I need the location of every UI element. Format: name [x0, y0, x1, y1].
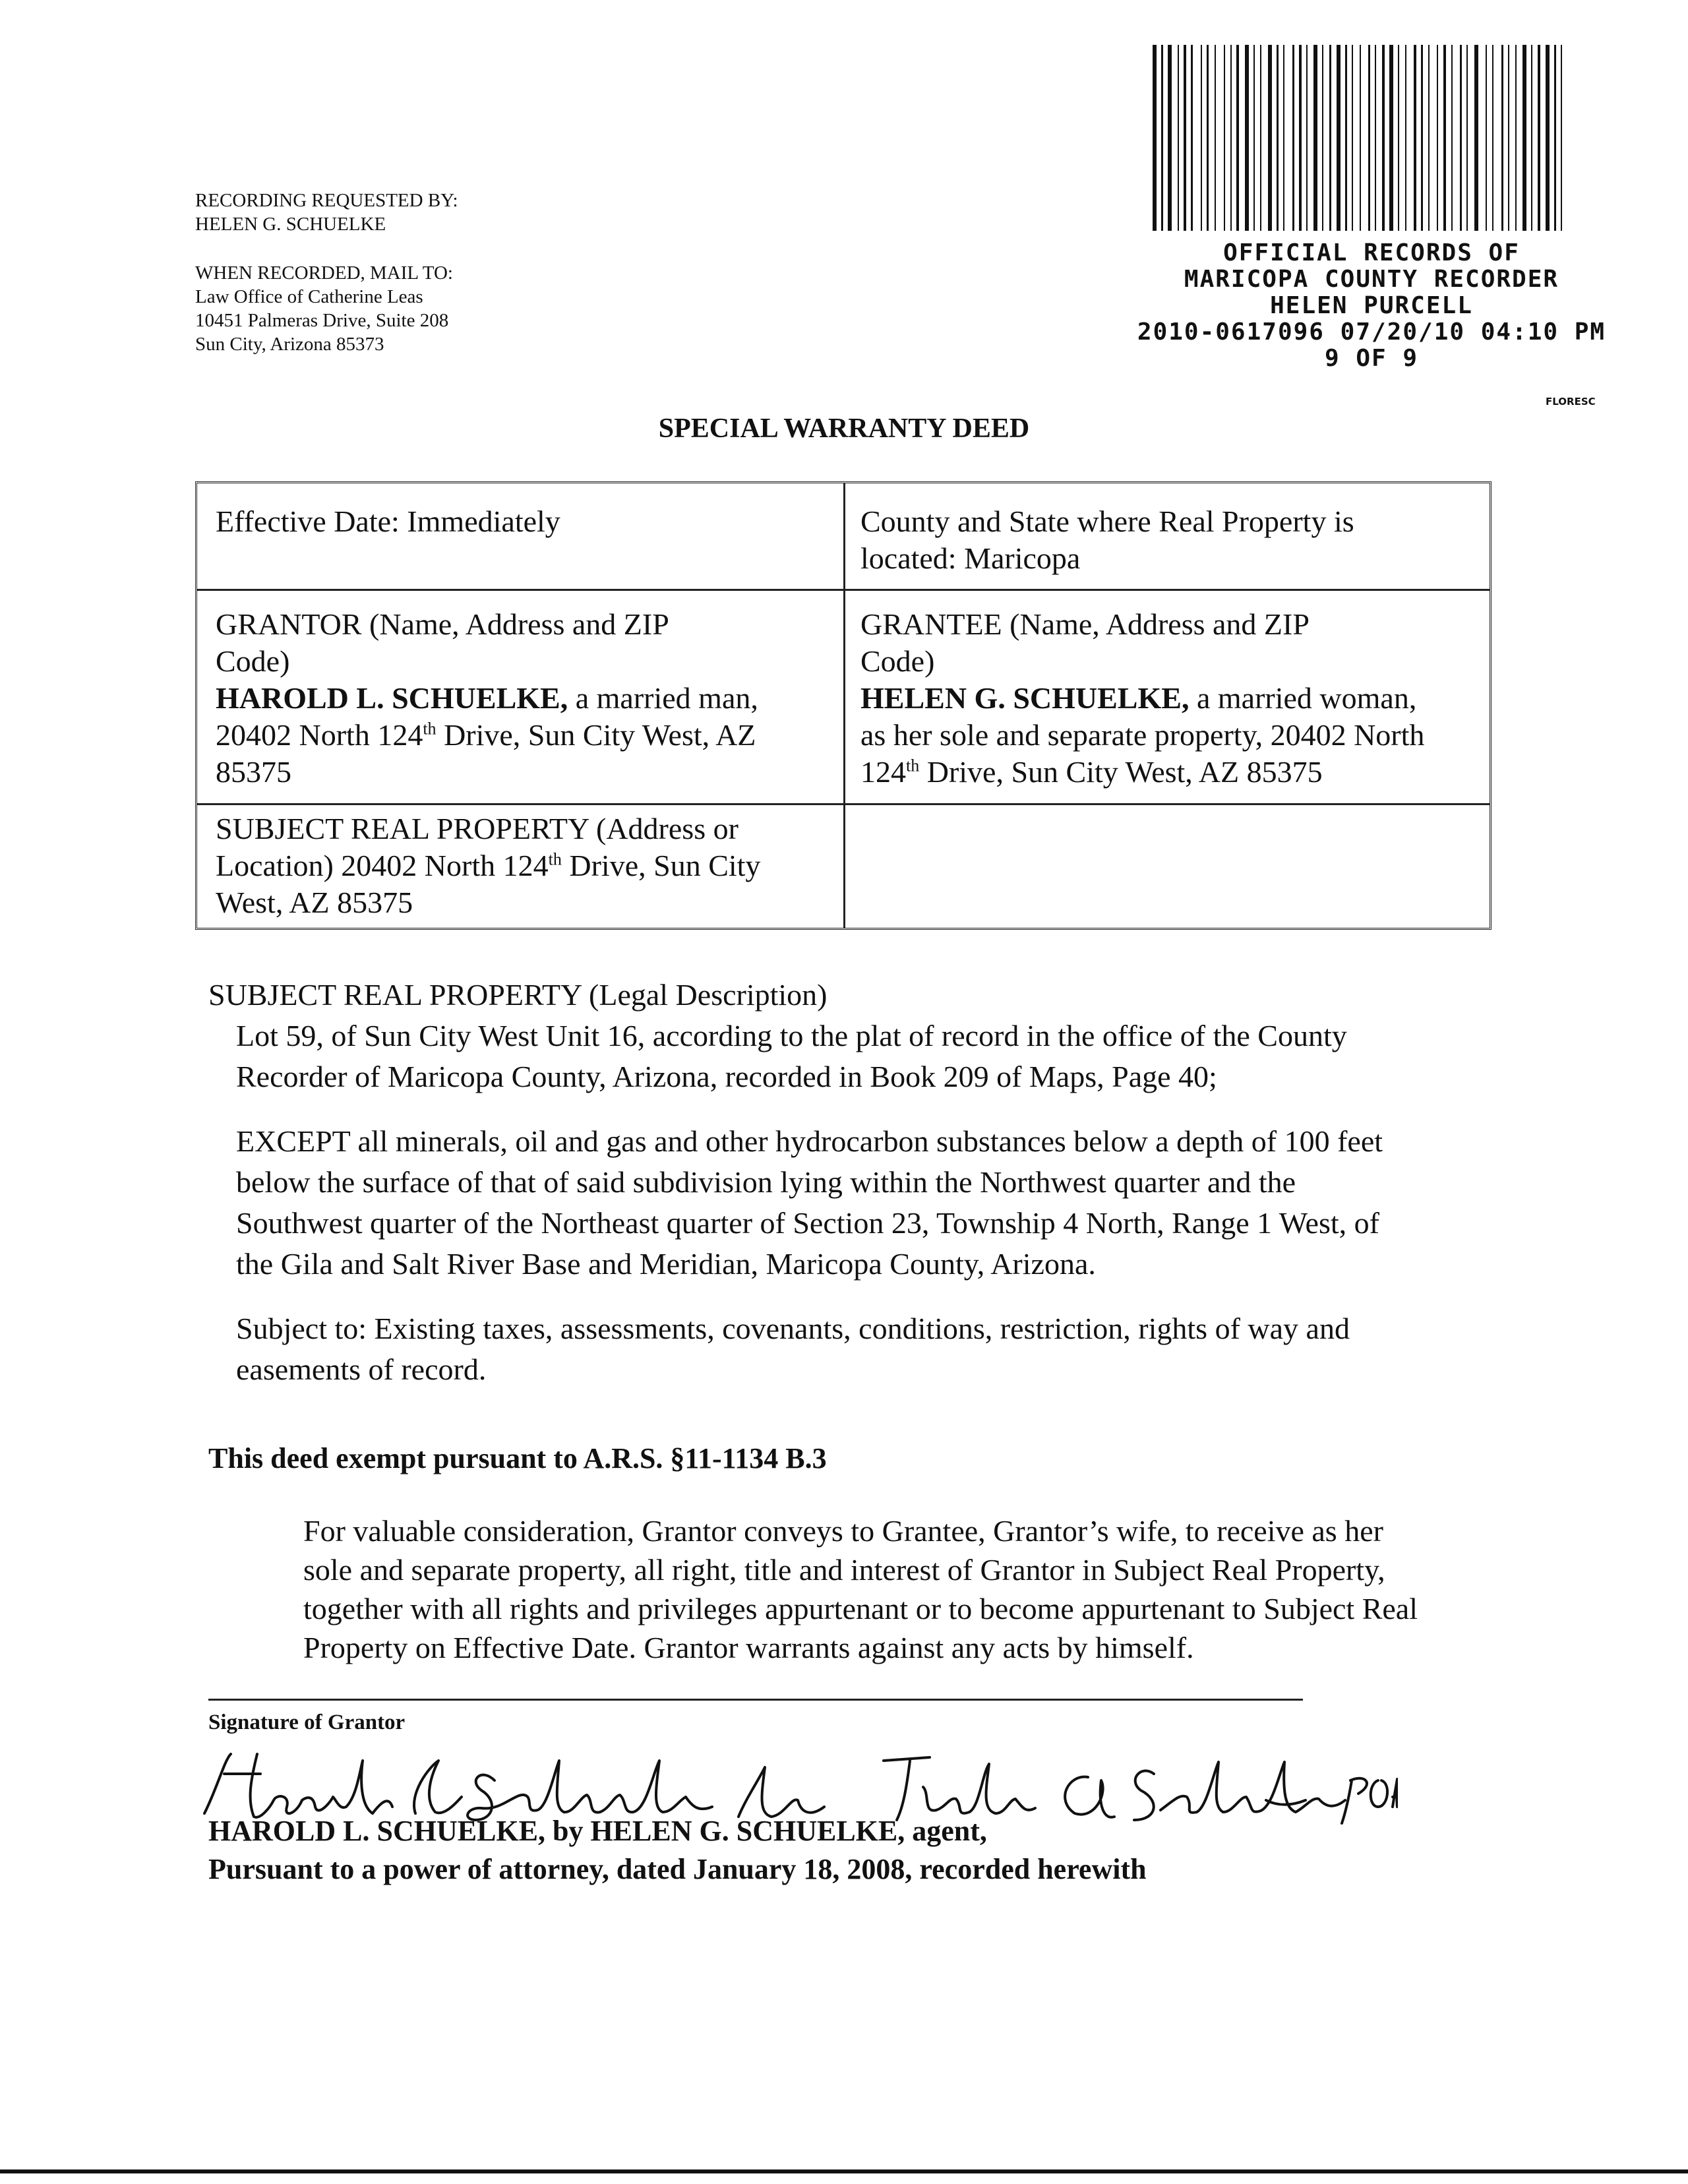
- legal-line: EXCEPT all minerals, oil and gas and other hydrocarbon substances below a depth of 100 feet: [236, 1124, 1383, 1158]
- grantor-zip: 85375: [216, 755, 291, 789]
- subject-line: Location) 20402 North 124: [216, 849, 549, 882]
- grantee-address-rest: Drive, Sun City West, AZ 85375: [919, 755, 1323, 789]
- legal-description: [208, 975, 1494, 1390]
- document-title: SPECIAL WARRANTY DEED: [658, 413, 1030, 444]
- legal-line: below the surface of that of said subdivision lying within the Northwest quarter and the: [236, 1165, 1296, 1199]
- county-state-line: County and State where Real Property is: [860, 504, 1354, 538]
- effective-date: Effective Date: Immediately: [216, 504, 560, 538]
- mail-to-line: Sun City, Arizona 85373: [195, 334, 384, 355]
- effective-date-cell: [216, 503, 560, 540]
- page-count: 9 OF 9: [1324, 345, 1419, 372]
- legal-line: the Gila and Salt River Base and Meridian, Maricopa County, Arizona.: [236, 1247, 1096, 1281]
- grantee-label: GRANTEE (Name, Address and ZIP: [860, 607, 1310, 641]
- subject-line: West, AZ 85375: [216, 886, 413, 919]
- consideration-line: sole and separate property, all right, title and interest of Grantor in Subject Real Property,: [303, 1553, 1385, 1587]
- mail-to-line: 10451 Palmeras Drive, Suite 208: [195, 310, 449, 331]
- legal-line: Recorder of Maricopa County, Arizona, recorded in Book 209 of Maps, Page 40;: [236, 1060, 1217, 1093]
- grantee-label: Code): [860, 644, 935, 678]
- clerk-id: FLORESC: [1546, 396, 1596, 408]
- grantor-address: 20402 North 124: [216, 718, 423, 752]
- legal-line: Subject to: Existing taxes, assessments, covenants, conditions, restriction, rights of way and: [236, 1312, 1350, 1345]
- barcode-image: [1147, 45, 1569, 231]
- mail-to-line: Law Office of Catherine Leas: [195, 286, 423, 307]
- consideration-line: For valuable consideration, Grantor conveys to Grantee, Grantor’s wife, to receive as her: [303, 1514, 1383, 1548]
- grantor-cell: [216, 606, 758, 791]
- county-state-line: located: Maricopa: [860, 541, 1081, 575]
- mail-to-label: WHEN RECORDED, MAIL TO:: [195, 262, 453, 284]
- subject-line: SUBJECT REAL PROPERTY (Address or: [216, 812, 738, 845]
- signature-line: [208, 1699, 1303, 1701]
- page-edge-rule: [0, 2169, 1688, 2173]
- grantee-name: HELEN G. SCHUELKE,: [860, 681, 1190, 715]
- record-line: OFFICIAL RECORDS OF: [1223, 239, 1520, 266]
- record-line: HELEN PURCELL: [1270, 292, 1473, 319]
- grantor-name: HAROLD L. SCHUELKE,: [216, 681, 568, 715]
- recording-info: [195, 189, 458, 356]
- deed-table: [195, 481, 1492, 930]
- grantor-label: GRANTOR (Name, Address and ZIP: [216, 607, 669, 641]
- grantor-address-rest: Drive, Sun City West, AZ: [436, 718, 756, 752]
- ordinal-suffix: th: [906, 756, 920, 775]
- ordinal-suffix: th: [548, 849, 562, 869]
- grantee-desc-2: as her sole and separate property, 20402 North: [860, 718, 1425, 752]
- legal-line: Lot 59, of Sun City West Unit 16, according to the plat of record in the office of the County: [236, 1019, 1347, 1052]
- record-line: MARICOPA COUNTY RECORDER: [1184, 266, 1559, 293]
- legal-line: easements of record.: [236, 1352, 487, 1386]
- subject-line-rest: Drive, Sun City: [561, 849, 761, 882]
- agent-line: HAROLD L. SCHUELKE, by HELEN G. SCHUELKE, agent,: [208, 1815, 987, 1847]
- poa-line: Pursuant to a power of attorney, dated January 18, 2008, recorded herewith: [208, 1853, 1147, 1885]
- grantee-cell: [860, 606, 1424, 791]
- legal-heading: SUBJECT REAL PROPERTY (Legal Description): [208, 978, 828, 1012]
- ordinal-suffix: th: [423, 719, 437, 739]
- requested-by-label: RECORDING REQUESTED BY:: [195, 190, 458, 211]
- legal-line: Southwest quarter of the Northeast quarter of Section 23, Township 4 North, Range 1 West, of: [236, 1206, 1379, 1240]
- grantor-label: Code): [216, 644, 290, 678]
- consideration-line: Property on Effective Date. Grantor warrants against any acts by himself.: [303, 1631, 1194, 1664]
- grantor-desc: a married man,: [568, 681, 758, 715]
- signature-label: Signature of Grantor: [208, 1711, 406, 1734]
- record-number: 2010-0617096 07/20/10 04:10 PM: [1137, 318, 1606, 346]
- subject-property-cell: [216, 810, 760, 921]
- requested-by-name: HELEN G. SCHUELKE: [195, 214, 386, 235]
- consideration-paragraph: [303, 1511, 1490, 1667]
- consideration-line: together with all rights and privileges appurtenant or to become appurtenant to Subject Real: [303, 1592, 1418, 1625]
- grantee-desc: a married woman,: [1189, 681, 1417, 715]
- official-record-stamp: [1108, 240, 1635, 372]
- county-state-cell: [860, 503, 1354, 577]
- signature-block: [208, 1812, 1147, 1889]
- exemption-statement: This deed exempt pursuant to A.R.S. §11-1134 B.3: [208, 1442, 827, 1474]
- grantee-address: 124: [860, 755, 906, 789]
